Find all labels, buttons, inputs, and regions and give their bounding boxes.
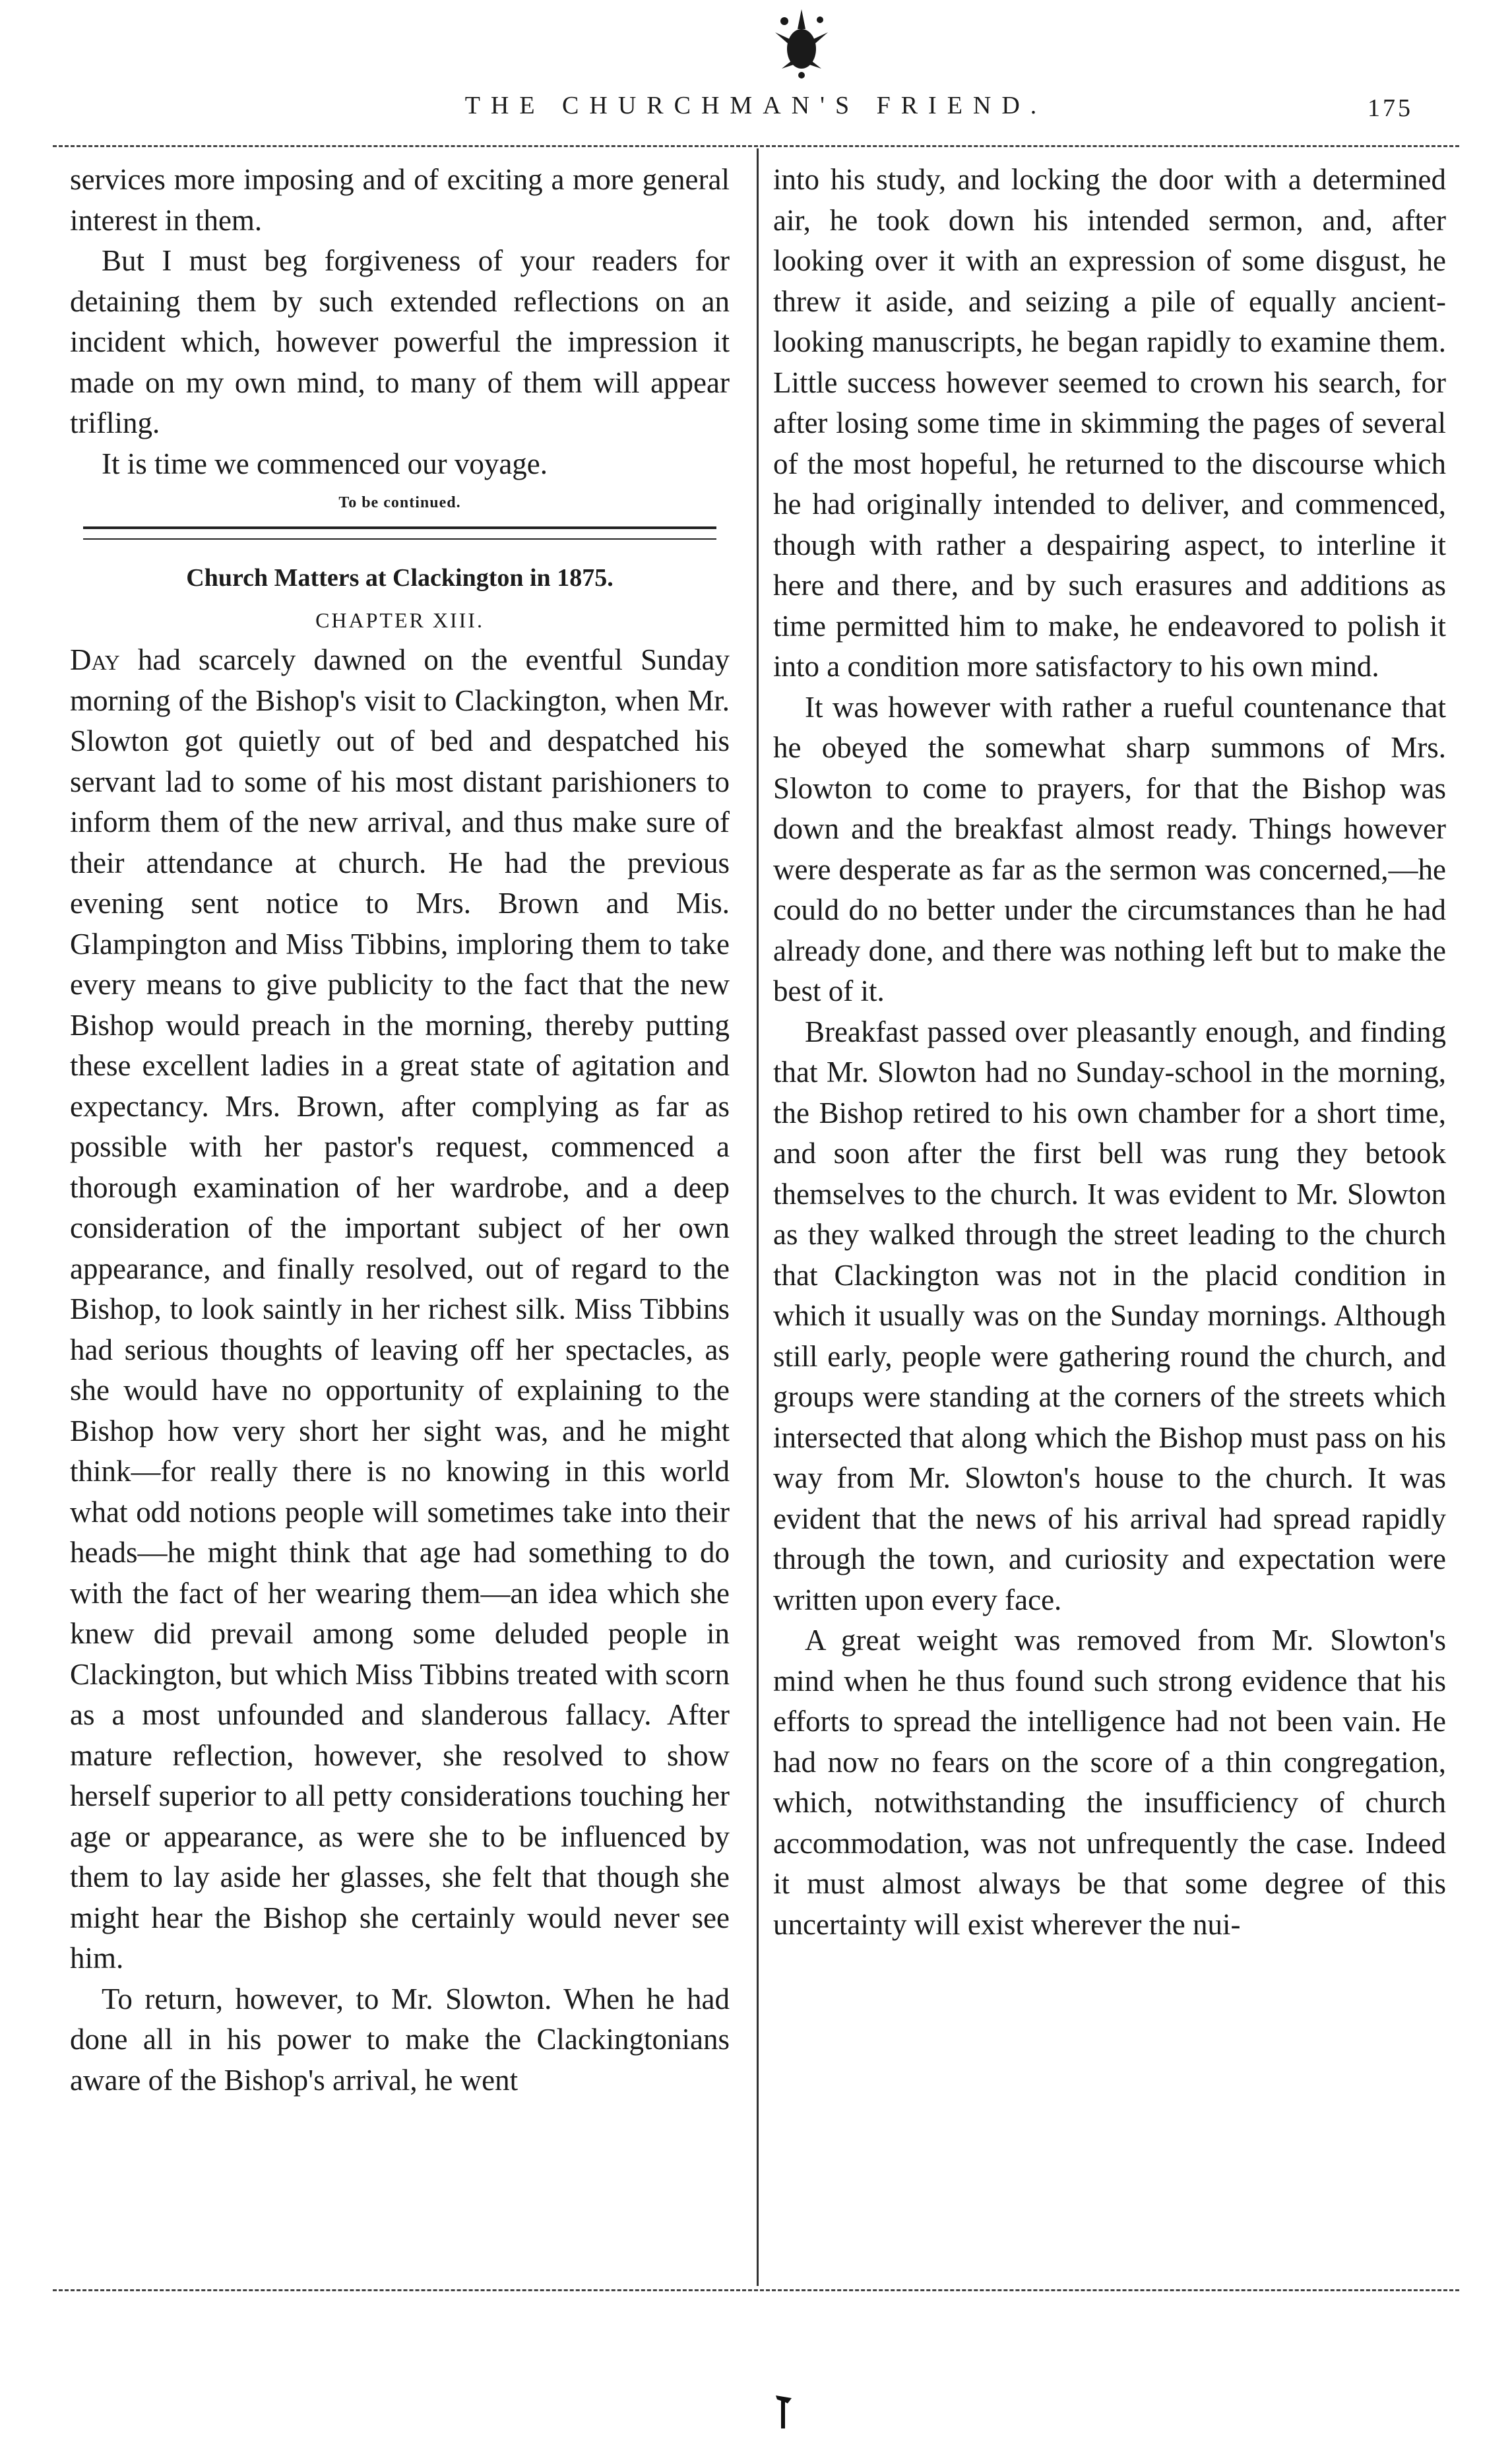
right-paragraph-2: It was however with rather a rueful countenance that he obeyed the somewhat sharp summons of Mrs. Slowton to come to prayers, for that the Bishop was down and the breakfast almost ready. Things however were desperate as far as the sermon was concerned,—he could do no better under the circumstances than he had already done, and there was nothing left but to make the best of it.	[773, 690, 1446, 1007]
header-rule	[53, 145, 1459, 147]
right-paragraph-1: into his study, and locking the door with a determined air, he took down his intended sermon, and, after looking over it with an expression of some disgust, he threw it aside, and seizing a pile of equally ancient-looking manuscripts, he began rapidly to examine them. Little success however seemed to crown his search, for after losing some time in skimming the pages of several of the most hopeful, he returned to the discourse which he had originally intended to deliver, and commenced, though with rather a despairing aspect, to interline it here and there, and by such erasures and additions as time permitted him to make, he endeavored to polish it into a condition more satisfactory to his own mind.	[773, 163, 1446, 683]
left-paragraph-3: It is time we commenced our voyage.	[102, 447, 548, 480]
left-paragraph-2: But I must beg forgiveness of your readers for detaining them by such extended reflections on an incident which, however powerful the impression it made on my own mind, to many of them will appear trifling.	[70, 244, 730, 439]
left-column	[70, 160, 730, 2284]
left-paragraph-5: To return, however, to Mr. Slowton. When he had done all in his power to make the Clackingtonians aware of the Bishop's arrival, he went	[70, 1982, 730, 2097]
section-rule	[83, 526, 716, 540]
left-paragraph-1: services more imposing and of exciting a more general interest in them.	[70, 163, 730, 237]
left-paragraph-4	[70, 640, 730, 1979]
to-be-continued: To be continued.	[338, 494, 461, 511]
running-header	[0, 79, 1512, 132]
column-divider	[757, 148, 759, 2286]
left-paragraph-4-body: had scarcely dawned on the eventful Sunday morning of the Bishop's visit to Clackington, when Mr. Slowton got quietly out of bed and despatched his servant lad to some of his most distant parishioners to inform them of the new arrival, and thus make sure of their attendance at church. He had the previous evening sent notice to Mrs. Brown and Mis. Glampington and Miss Tibbins, imploring them to take every means to give publicity to the fact that the new Bishop would preach in the morning, thereby putting these excellent ladies in a great state of agitation and expectancy. Mrs. Brown, after complying as far as possible with her pastor's request, commenced a thorough examination of her wardrobe, and a deep consideration of the important subject of her own appearance, and finally resolved, out of regard to the Bishop, to look saintly in her richest silk. Miss Tibbins had serious thoughts of leaving off her spectacles, as she would have no opportunity of explaining to the Bishop how very short her sight was, and he might think—for really there is no knowing in this world what odd notions people will sometimes take into their heads—he might think that age had something to do with the fact of her wearing them—an idea which she knew did prevail among some deluded people in Clackington, but which Miss Tibbins treated with scorn as a most unfounded and slanderous fallacy. After mature reflection, however, she resolved to show herself superior to all petty considerations touching her age or appearance, as were she to be influenced by them to lay aside her glasses, she felt that though she might hear the Bishop she certainly would never see him.	[70, 643, 730, 1975]
footer-rule	[53, 2289, 1459, 2291]
right-paragraph-3: Breakfast passed over pleasantly enough, and finding that Mr. Slowton had no Sunday-school in the morning, the Bishop retired to his own chamber for a short time, and soon after the first bell was rung they betook themselves to the church. It was evident to Mr. Slowton as they walked through the street leading to the church that Clackington was not in the placid condition in which it usually was on the Sunday mornings. Although still early, people were gathering round the church, and groups were standing at the corners of the streets which intersected that along which the Bishop must pass on his way from Mr. Slowton's house to the church. It was evident that the news of his arrival had spread rapidly through the town, and curiosity and expectation were written upon every face.	[773, 1015, 1446, 1616]
opening-word: Day	[70, 643, 120, 676]
article-title: Church Matters at Clackington in 1875.	[186, 564, 614, 592]
right-paragraph-4: A great weight was removed from Mr. Slowton's mind when he thus found such strong evidence that his efforts to spread the intelligence had not been vain. He had now no fears on the score of a thin congregation, which, notwithstanding the insufficiency of church accommodation, was not unfrequently the case. Indeed it must almost always be that some degree of this uncertainty will exist wherever the nui-	[773, 1624, 1446, 1941]
printer-ornament-icon	[762, 3, 841, 82]
page-number: 175	[1368, 94, 1413, 122]
chapter-heading: CHAPTER XIII.	[315, 608, 484, 632]
right-column	[773, 160, 1446, 2284]
running-title: THE CHURCHMAN'S FRIEND.	[464, 92, 1048, 119]
printer-mark-icon	[771, 2392, 797, 2431]
